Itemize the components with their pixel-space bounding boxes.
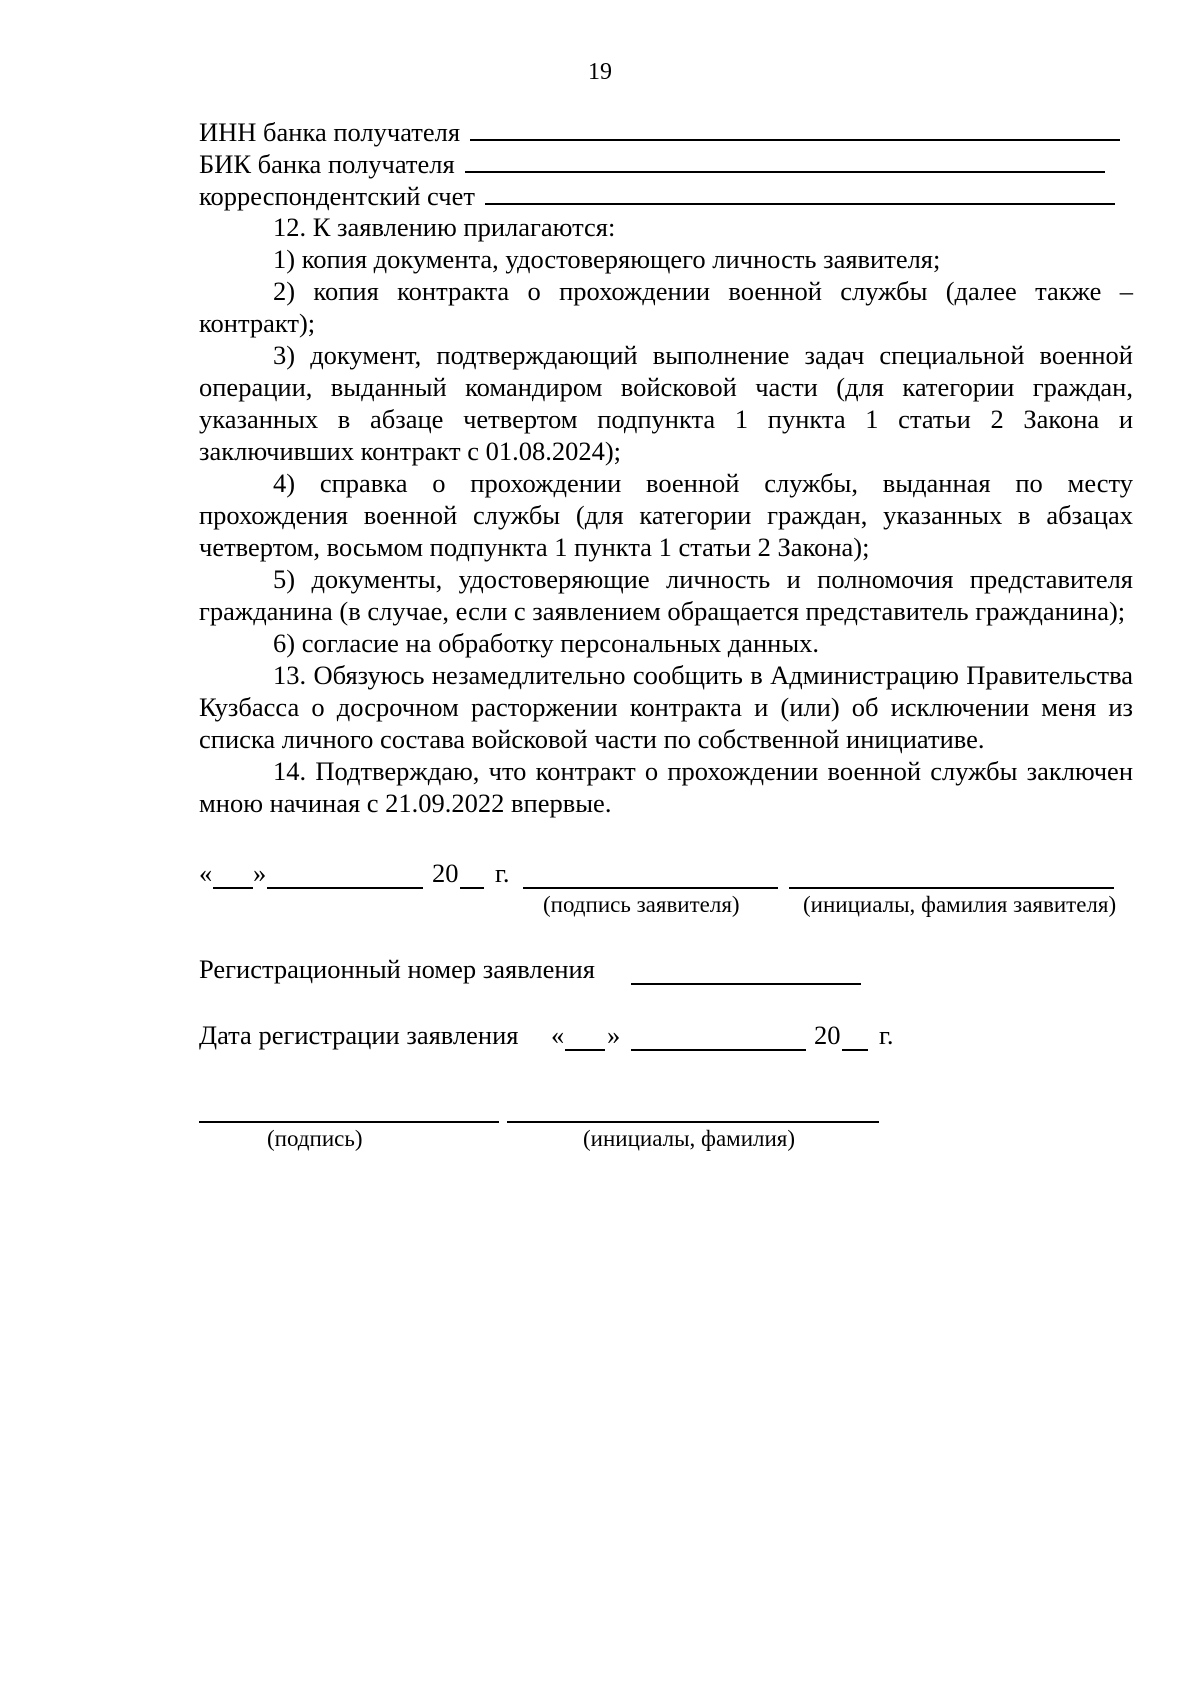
date-month-blank[interactable] bbox=[267, 863, 423, 889]
correspondent-account-field bbox=[199, 179, 1133, 211]
bank-bik-field bbox=[199, 147, 1133, 179]
registration-day-blank[interactable] bbox=[565, 1025, 605, 1051]
paragraph-13: 13. Обязуюсь незамедлительно сообщить в Администрацию Правительства Кузбасса о досрочном расторжении контракта и (или) об исключении меня из списка личного состава войсковой части по собственной инициативе. bbox=[199, 660, 1133, 754]
registration-number-blank[interactable] bbox=[631, 959, 861, 985]
bank-inn-label: ИНН банка получателя bbox=[199, 117, 461, 147]
date-year-suffix: г. bbox=[495, 858, 510, 888]
date-year-prefix: 20 bbox=[432, 858, 459, 888]
bank-bik-label: БИК банка получателя bbox=[199, 149, 455, 179]
paragraph-14: 14. Подтверждаю, что контракт о прохождении военной службы заключен мною начиная с 21.09.2022 впервые. bbox=[199, 756, 1133, 818]
official-signature-caption: (подпись) bbox=[267, 1126, 363, 1151]
date-year-blank[interactable] bbox=[460, 863, 484, 889]
official-name-caption: (инициалы, фамилия) bbox=[583, 1126, 796, 1151]
attachment-item-6: 6) согласие на обработку персональных данных. bbox=[273, 628, 820, 658]
official-name-blank[interactable] bbox=[507, 1097, 879, 1123]
date-day-open-quote: « bbox=[199, 858, 213, 888]
registration-year-suffix: г. bbox=[879, 1020, 894, 1050]
correspondent-account-blank[interactable] bbox=[485, 179, 1115, 205]
official-signature-row bbox=[199, 1091, 1133, 1127]
registration-date-label: Дата регистрации заявления bbox=[199, 1020, 519, 1050]
registration-number-row bbox=[199, 953, 1133, 989]
attachment-item-2: 2) копия контракта о прохождении военной службы (далее также – контракт); bbox=[199, 276, 1133, 338]
official-signature-captions bbox=[199, 1127, 1133, 1157]
applicant-signature-row bbox=[199, 857, 1133, 893]
correspondent-account-label: корреспондентский счет bbox=[199, 181, 475, 211]
page-number: 19 bbox=[588, 59, 612, 85]
attachment-item-4: 4) справка о прохождении военной службы, выданная по месту прохождения военной службы (для категории граждан, указанных в абзацах четвертом, восьмом подпункта 1 пункта 1 статьи 2 Закона); bbox=[199, 468, 1133, 562]
applicant-name-blank[interactable] bbox=[789, 863, 1114, 889]
registration-month-blank[interactable] bbox=[631, 1025, 806, 1051]
registration-year-blank[interactable] bbox=[842, 1025, 868, 1051]
attachment-item-3: 3) документ, подтверждающий выполнение задач специальной военной операции, выданный командиром войсковой части (для категории граждан, указанных в абзаце четвертом подпункта 1 пункта 1 статьи 2 Закона и заключивших контракт с 01.08.2024); bbox=[199, 340, 1133, 466]
attachment-item-1: 1) копия документа, удостоверяющего личность заявителя; bbox=[273, 244, 941, 274]
registration-number-label: Регистрационный номер заявления bbox=[199, 954, 595, 984]
applicant-name-caption: (инициалы, фамилия заявителя) bbox=[803, 892, 1117, 917]
date-day-blank[interactable] bbox=[213, 863, 253, 889]
attachment-item-5: 5) документы, удостоверяющие личность и полномочия представителя гражданина (в случае, если с заявлением обращается представитель гражданина); bbox=[199, 564, 1133, 626]
registration-date-row bbox=[199, 1019, 1133, 1055]
applicant-signature-blank[interactable] bbox=[523, 863, 778, 889]
registration-year-prefix: 20 bbox=[814, 1020, 841, 1050]
attachments-heading: 12. К заявлению прилагаются: bbox=[273, 212, 616, 242]
applicant-signature-captions bbox=[199, 893, 1133, 923]
document-body bbox=[199, 115, 1133, 1157]
bank-inn-field bbox=[199, 115, 1133, 147]
bank-bik-blank[interactable] bbox=[465, 147, 1105, 173]
date-day-close-quote: » bbox=[253, 858, 267, 888]
applicant-signature-caption: (подпись заявителя) bbox=[543, 892, 740, 917]
bank-inn-blank[interactable] bbox=[470, 115, 1120, 141]
registration-date-close-quote: » bbox=[607, 1020, 621, 1050]
registration-date-open-quote: « bbox=[551, 1020, 565, 1050]
official-signature-blank[interactable] bbox=[199, 1097, 499, 1123]
